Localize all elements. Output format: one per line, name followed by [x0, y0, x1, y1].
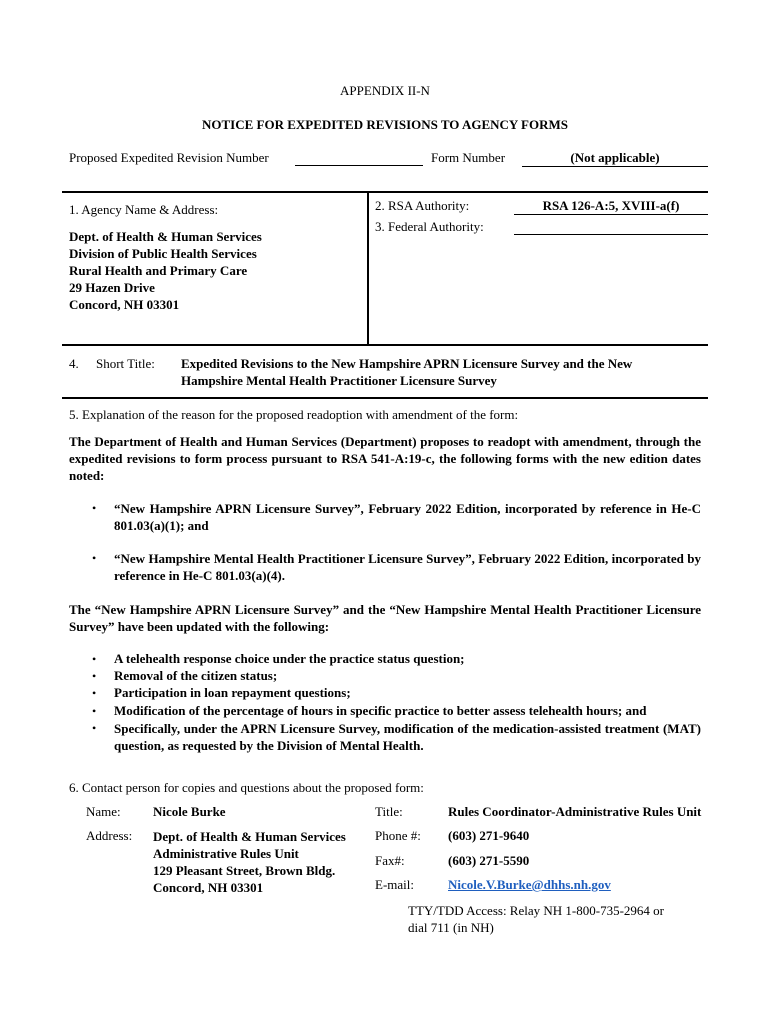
contact-address-line: Administrative Rules Unit	[153, 846, 299, 861]
explanation-label: 5. Explanation of the reason for the proposed readoption with amendment of the form:	[69, 407, 519, 422]
contact-address-line: Dept. of Health & Human Services	[153, 829, 346, 844]
form-list-item: “New Hampshire Mental Health Practitioner Licensure Survey”, February 2022 Edition, incorporated by reference in He-C 801.03(a)(4).	[114, 551, 701, 583]
update-list-item: Modification of the percentage of hours in specific practice to better assess telehealth hours; and	[114, 703, 647, 718]
section-divider-vertical	[367, 191, 369, 344]
contact-fax-value: (603) 271-5590	[448, 853, 530, 868]
section-divider-bottom	[62, 397, 708, 399]
contact-email-label: E-mail:	[375, 877, 414, 892]
contact-name-label: Name:	[86, 804, 121, 819]
revision-number-blank	[295, 150, 423, 166]
agency-line: Dept. of Health & Human Services	[69, 229, 262, 244]
form-number-value: (Not applicable)	[522, 150, 708, 167]
tty-line: TTY/TDD Access: Relay NH 1-800-735-2964 or	[408, 903, 664, 918]
section-divider-top	[62, 191, 708, 193]
appendix-label: APPENDIX II-N	[340, 83, 430, 98]
bullet-icon: •	[92, 704, 97, 718]
agency-line: Division of Public Health Services	[69, 246, 257, 261]
federal-authority-label: 3. Federal Authority:	[375, 219, 484, 234]
rsa-authority-value: RSA 126-A:5, XVIII-a(f)	[514, 198, 708, 215]
contact-address	[153, 828, 346, 896]
bullet-icon: •	[92, 551, 97, 565]
contact-label: 6. Contact person for copies and questions about the proposed form:	[69, 780, 424, 795]
update-list-item: Removal of the citizen status;	[114, 668, 278, 683]
explanation-intro: The Department of Health and Human Services (Department) proposes to readopt with amendment, through the expedited revisions to form process pursuant to RSA 541-A:19-c, the following forms with the new edition dates noted:	[69, 434, 701, 483]
section-divider-middle	[62, 344, 708, 346]
update-list-item: Specifically, under the APRN Licensure Survey, modification of the medication-assisted treatment (MAT) question, as requested by the Division of Mental Health.	[114, 721, 701, 753]
update-list-item: Participation in loan repayment questions;	[114, 685, 351, 700]
agency-label: 1. Agency Name & Address:	[69, 202, 219, 217]
rsa-authority-label: 2. RSA Authority:	[375, 198, 470, 213]
revision-number-label: Proposed Expedited Revision Number	[69, 150, 269, 165]
bullet-icon: •	[92, 721, 97, 735]
updated-intro: The “New Hampshire APRN Licensure Survey” and the “New Hampshire Mental Health Practitioner Licensure Survey” have been updated with the following:	[69, 602, 701, 634]
agency-line: Rural Health and Primary Care	[69, 263, 248, 278]
contact-title-label: Title:	[375, 804, 403, 819]
contact-address-label: Address:	[86, 828, 133, 843]
contact-title-value: Rules Coordinator-Administrative Rules Unit	[448, 804, 702, 819]
contact-address-line: 129 Pleasant Street, Brown Bldg.	[153, 863, 336, 878]
contact-address-line: Concord, NH 03301	[153, 880, 264, 895]
contact-email-link[interactable]: Nicole.V.Burke@dhhs.nh.gov	[448, 877, 611, 892]
bullet-icon: •	[92, 669, 97, 683]
agency-address	[69, 228, 262, 313]
update-list-item: A telehealth response choice under the practice status question;	[114, 651, 465, 666]
short-title-line: Hampshire Mental Health Practitioner Licensure Survey	[181, 373, 497, 388]
short-title-label: Short Title:	[96, 356, 155, 371]
page-title: NOTICE FOR EXPEDITED REVISIONS TO AGENCY FORMS	[202, 117, 568, 132]
short-title-number: 4.	[69, 356, 79, 371]
agency-line: 29 Hazen Drive	[69, 280, 155, 295]
form-number-label: Form Number	[431, 150, 506, 165]
bullet-icon: •	[92, 652, 97, 666]
short-title-line: Expedited Revisions to the New Hampshire APRN Licensure Survey and the New	[181, 356, 633, 371]
contact-phone-label: Phone #:	[375, 828, 421, 843]
contact-fax-label: Fax#:	[375, 853, 405, 868]
agency-line: Concord, NH 03301	[69, 297, 180, 312]
tty-line: dial 711 (in NH)	[408, 920, 494, 935]
contact-name-value: Nicole Burke	[153, 804, 226, 819]
bullet-icon: •	[92, 501, 97, 515]
form-list-item: “New Hampshire APRN Licensure Survey”, February 2022 Edition, incorporated by reference in He-C 801.03(a)(1); and	[114, 501, 701, 533]
federal-authority-blank	[514, 219, 708, 235]
contact-phone-value: (603) 271-9640	[448, 828, 530, 843]
bullet-icon: •	[92, 686, 97, 700]
